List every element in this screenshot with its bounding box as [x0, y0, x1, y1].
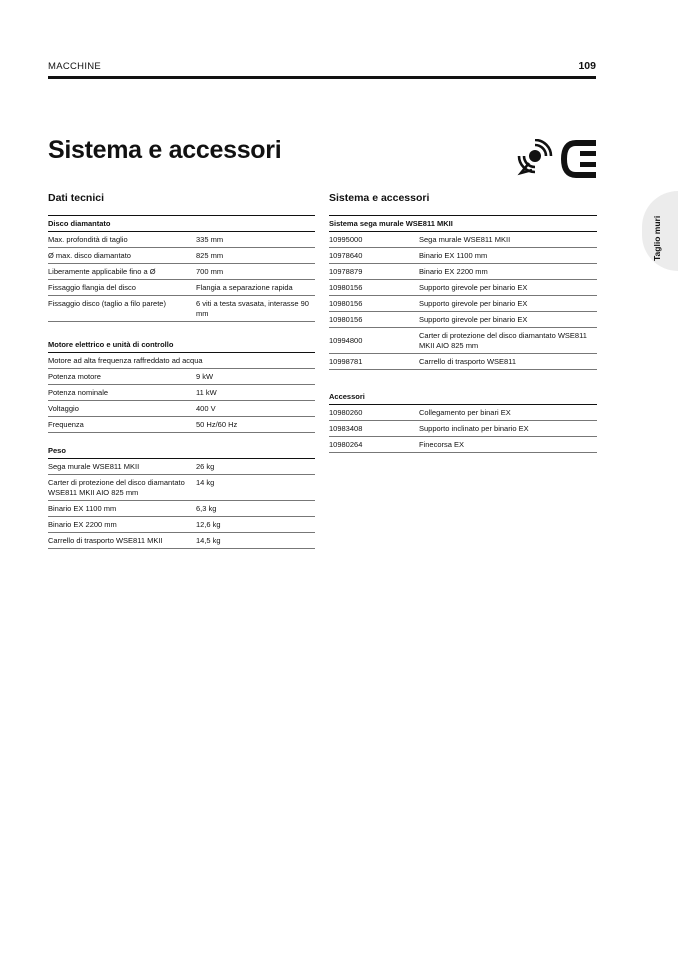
group-heading-accessori: Accessori	[329, 392, 597, 405]
table-row: 10980264 Finecorsa EX	[329, 437, 597, 453]
group-heading-sistema: Sistema sega murale WSE811 MKII	[329, 219, 597, 232]
table-row: Binario EX 1100 mm 6,3 kg	[48, 501, 315, 517]
table-row: 10994800 Carter di protezione del disco diamantato WSE811 MKII AIO 825 mm	[329, 328, 597, 354]
left-section-title: Dati tecnici	[48, 192, 105, 204]
table-row: Motore ad alta frequenza raffreddato ad acqua	[48, 353, 315, 369]
table-row: Potenza motore 9 kW	[48, 369, 315, 385]
wireless-signal-icon	[519, 140, 551, 173]
header-rule	[48, 76, 596, 79]
table-row: 10980156 Supporto girevole per binario EX	[329, 296, 597, 312]
table-row: 10995000 Sega murale WSE811 MKII	[329, 232, 597, 248]
side-tab[interactable]	[642, 191, 678, 271]
accessory-table-accessori	[329, 405, 597, 453]
table-row: Carter di protezione del disco diamantato WSE811 MKII AIO 825 mm 14 kg	[48, 475, 315, 501]
right-top-rule	[329, 215, 597, 216]
group-heading-peso: Peso	[48, 446, 315, 459]
table-row: 10980156 Supporto girevole per binario EX	[329, 312, 597, 328]
right-section-title: Sistema e accessori	[329, 192, 430, 204]
table-row: Max. profondità di taglio 335 mm	[48, 232, 315, 248]
table-row: Liberamente applicabile fino a Ø 700 mm	[48, 264, 315, 280]
electric-plug-icon	[564, 143, 596, 175]
left-top-rule	[48, 215, 315, 216]
page-number: 109	[578, 60, 596, 72]
spec-table-peso	[48, 459, 315, 549]
table-row: Sega murale WSE811 MKII 26 kg	[48, 459, 315, 475]
table-row: 10998781 Carrello di trasporto WSE811	[329, 354, 597, 370]
table-row: Frequenza 50 Hz/60 Hz	[48, 417, 315, 433]
header-section-label: MACCHINE	[48, 61, 102, 72]
table-row: Voltaggio 400 V	[48, 401, 315, 417]
table-row: 10980156 Supporto girevole per binario EX	[329, 280, 597, 296]
product-icons	[514, 139, 598, 179]
table-row: Carrello di trasporto WSE811 MKII 14,5 kg	[48, 533, 315, 549]
table-row: 10980260 Collegamento per binari EX	[329, 405, 597, 421]
table-row: Fissaggio disco (taglio a filo parete) 6 viti a testa svasata, interasse 90 mm	[48, 296, 315, 322]
table-row: Binario EX 2200 mm 12,6 kg	[48, 517, 315, 533]
accessory-table-sistema	[329, 232, 597, 370]
table-row: Fissaggio flangia del disco Flangia a separazione rapida	[48, 280, 315, 296]
page-title: Sistema e accessori	[48, 136, 282, 164]
table-row: Potenza nominale 11 kW	[48, 385, 315, 401]
table-row: 10978879 Binario EX 2200 mm	[329, 264, 597, 280]
table-row: 10983408 Supporto inclinato per binario EX	[329, 421, 597, 437]
table-row: 10978640 Binario EX 1100 mm	[329, 248, 597, 264]
group-heading-disco: Disco diamantato	[48, 219, 315, 232]
group-heading-motore: Motore elettrico e unità di controllo	[48, 340, 315, 353]
spec-table-motore	[48, 353, 315, 433]
table-row: Ø max. disco diamantato 825 mm	[48, 248, 315, 264]
side-tab-label: Taglio muri	[652, 215, 662, 261]
spec-table-disco	[48, 232, 315, 322]
